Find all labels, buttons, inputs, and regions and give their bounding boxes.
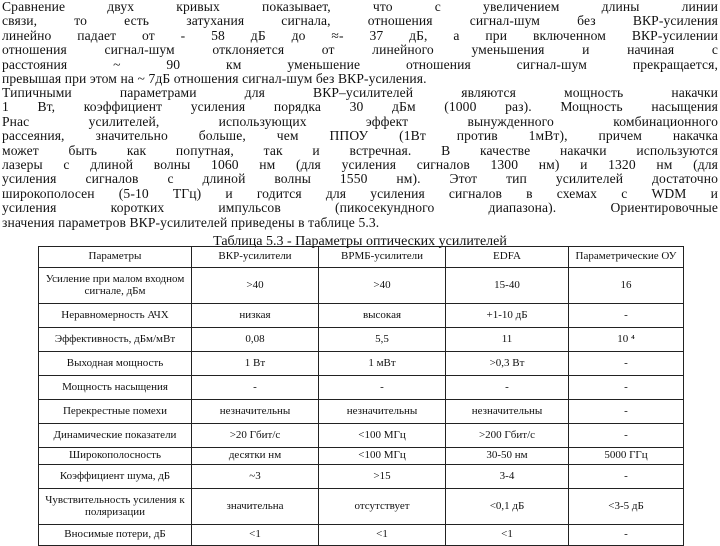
- parameter-name-cell: Широкополосность: [39, 448, 192, 465]
- paragraph-line: Типичными параметрами для ВКР–усилителей являются мощность накачки: [2, 85, 718, 100]
- value-cell: 0,08: [192, 328, 319, 352]
- value-cell: +1-10 дБ: [446, 304, 569, 328]
- table-row: [39, 465, 684, 489]
- paragraph-line: линейно падает от - 58 дБ до ≈- 37 дБ, а при включенном ВКР-усилении: [2, 27, 718, 43]
- table-body: [39, 268, 684, 546]
- value-cell: >20 Гбит/с: [192, 424, 319, 448]
- value-cell: -: [192, 376, 319, 400]
- value-cell: 5,5: [319, 328, 446, 352]
- paragraph-line: лазеры с длиной волны 1060 нм (для усиления сигналов 1300 нм) и 1320 нм (для: [2, 157, 718, 173]
- value-cell: -: [446, 376, 569, 400]
- paragraph-line: превышая при этом на ~ 7дБ отношения сигнал-шум без ВКР-усиления.: [2, 71, 427, 87]
- paragraph-line: расстояния ~ 90 км уменьшение отношения сигнал-шум прекращается,: [2, 56, 718, 72]
- paragraph-2: [2, 86, 718, 230]
- value-cell: -: [569, 400, 684, 424]
- value-cell: 15-40: [446, 268, 569, 304]
- parameter-name-cell: Мощность насыщения: [39, 376, 192, 400]
- paragraph-line: отношения сигнал-шум отклоняется от линейного уменьшения и начиная с: [2, 42, 718, 58]
- table-row: [39, 424, 684, 448]
- column-header: ВРМБ-усилители: [319, 247, 446, 268]
- value-cell: незначительны: [319, 400, 446, 424]
- value-cell: >40: [319, 268, 446, 304]
- value-cell: <1: [192, 525, 319, 546]
- value-cell: -: [569, 352, 684, 376]
- value-cell: -: [569, 304, 684, 328]
- value-cell: 1 Вт: [192, 352, 319, 376]
- value-cell: <0,1 дБ: [446, 489, 569, 525]
- table-row: [39, 328, 684, 352]
- paragraph-line: широкополосен (5-10 ТГц) и годится для усиления сигналов в схемах с WDM и: [2, 185, 718, 201]
- table-caption: Таблица 5.3 - Параметры оптических усилителей: [213, 234, 507, 249]
- value-cell: <100 МГц: [319, 424, 446, 448]
- table-row: [39, 304, 684, 328]
- value-cell: 3-4: [446, 465, 569, 489]
- column-header: Параметры: [39, 247, 192, 268]
- value-cell: >40: [192, 268, 319, 304]
- value-cell: -: [319, 376, 446, 400]
- table-row: [39, 376, 684, 400]
- table-row: [39, 448, 684, 465]
- column-header: ВКР-усилители: [192, 247, 319, 268]
- paragraph-line: 1 Вт, коэффициент усиления порядка 30 дБм (1000 раз). Мощность насыщения: [2, 99, 718, 115]
- paragraph-line: связи, то есть затухания сигнала, отношения сигнал-шум без ВКР-усиления: [2, 13, 718, 29]
- parameter-name-cell: Усиление при малом входном сигнале, дБм: [39, 268, 192, 304]
- value-cell: 16: [569, 268, 684, 304]
- value-cell: <100 МГц: [319, 448, 446, 465]
- paragraph-line: может быть как попутная, так и встречная. В качестве накачки используются: [2, 142, 718, 158]
- value-cell: 11: [446, 328, 569, 352]
- parameter-name-cell: Эффективность, дБм/мВт: [39, 328, 192, 352]
- value-cell: 10 ⁴: [569, 328, 684, 352]
- value-cell: незначительны: [192, 400, 319, 424]
- value-cell: >15: [319, 465, 446, 489]
- parameter-name-cell: Динамические показатели: [39, 424, 192, 448]
- parameter-name-cell: Вносимые потери, дБ: [39, 525, 192, 546]
- table-row: [39, 352, 684, 376]
- parameter-name-cell: Чувствительность усиления к поляризации: [39, 489, 192, 525]
- value-cell: -: [569, 376, 684, 400]
- value-cell: 5000 ГГц: [569, 448, 684, 465]
- value-cell: <1: [319, 525, 446, 546]
- table-row: [39, 489, 684, 525]
- value-cell: <1: [446, 525, 569, 546]
- column-header: Параметрические ОУ: [569, 247, 684, 268]
- parameter-name-cell: Перекрестные помехи: [39, 400, 192, 424]
- table-header-row: [39, 247, 684, 268]
- value-cell: 1 мВт: [319, 352, 446, 376]
- value-cell: значительна: [192, 489, 319, 525]
- paragraph-line: Pнас усилителей, использующих эффект вынужденного комбинационного: [2, 113, 718, 129]
- value-cell: высокая: [319, 304, 446, 328]
- value-cell: -: [569, 465, 684, 489]
- value-cell: ~3: [192, 465, 319, 489]
- value-cell: -: [569, 525, 684, 546]
- paragraph-1: [2, 0, 718, 86]
- amplifier-parameters-table: [38, 246, 684, 546]
- parameter-name-cell: Выходная мощность: [39, 352, 192, 376]
- paragraph-line: Сравнение двух кривых показывает, что с увеличением длины линии: [2, 0, 718, 14]
- parameter-name-cell: Неравномерность АЧХ: [39, 304, 192, 328]
- table-row: [39, 400, 684, 424]
- parameter-name-cell: Коэффициент шума, дБ: [39, 465, 192, 489]
- value-cell: отсутствует: [319, 489, 446, 525]
- table-row: [39, 268, 684, 304]
- table-row: [39, 525, 684, 546]
- value-cell: >200 Гбит/с: [446, 424, 569, 448]
- value-cell: 30-50 нм: [446, 448, 569, 465]
- paragraph-line: рассеяния, значительно больше, чем ППОУ (1Вт против 1мВт), причем накачка: [2, 128, 718, 144]
- value-cell: низкая: [192, 304, 319, 328]
- paragraph-line: значения параметров ВКР-усилителей приведены в таблице 5.3.: [2, 214, 380, 230]
- column-header: EDFA: [446, 247, 569, 268]
- value-cell: -: [569, 424, 684, 448]
- value-cell: десятки нм: [192, 448, 319, 465]
- value-cell: >0,3 Вт: [446, 352, 569, 376]
- value-cell: незначительны: [446, 400, 569, 424]
- value-cell: <3-5 дБ: [569, 489, 684, 525]
- paragraph-line: усиления коротких импульсов (пикосекундного диапазона). Ориентировочные: [2, 200, 718, 216]
- paragraph-line: усиления сигналов с длиной волны 1550 нм). Этот тип усилителей достаточно: [2, 171, 718, 187]
